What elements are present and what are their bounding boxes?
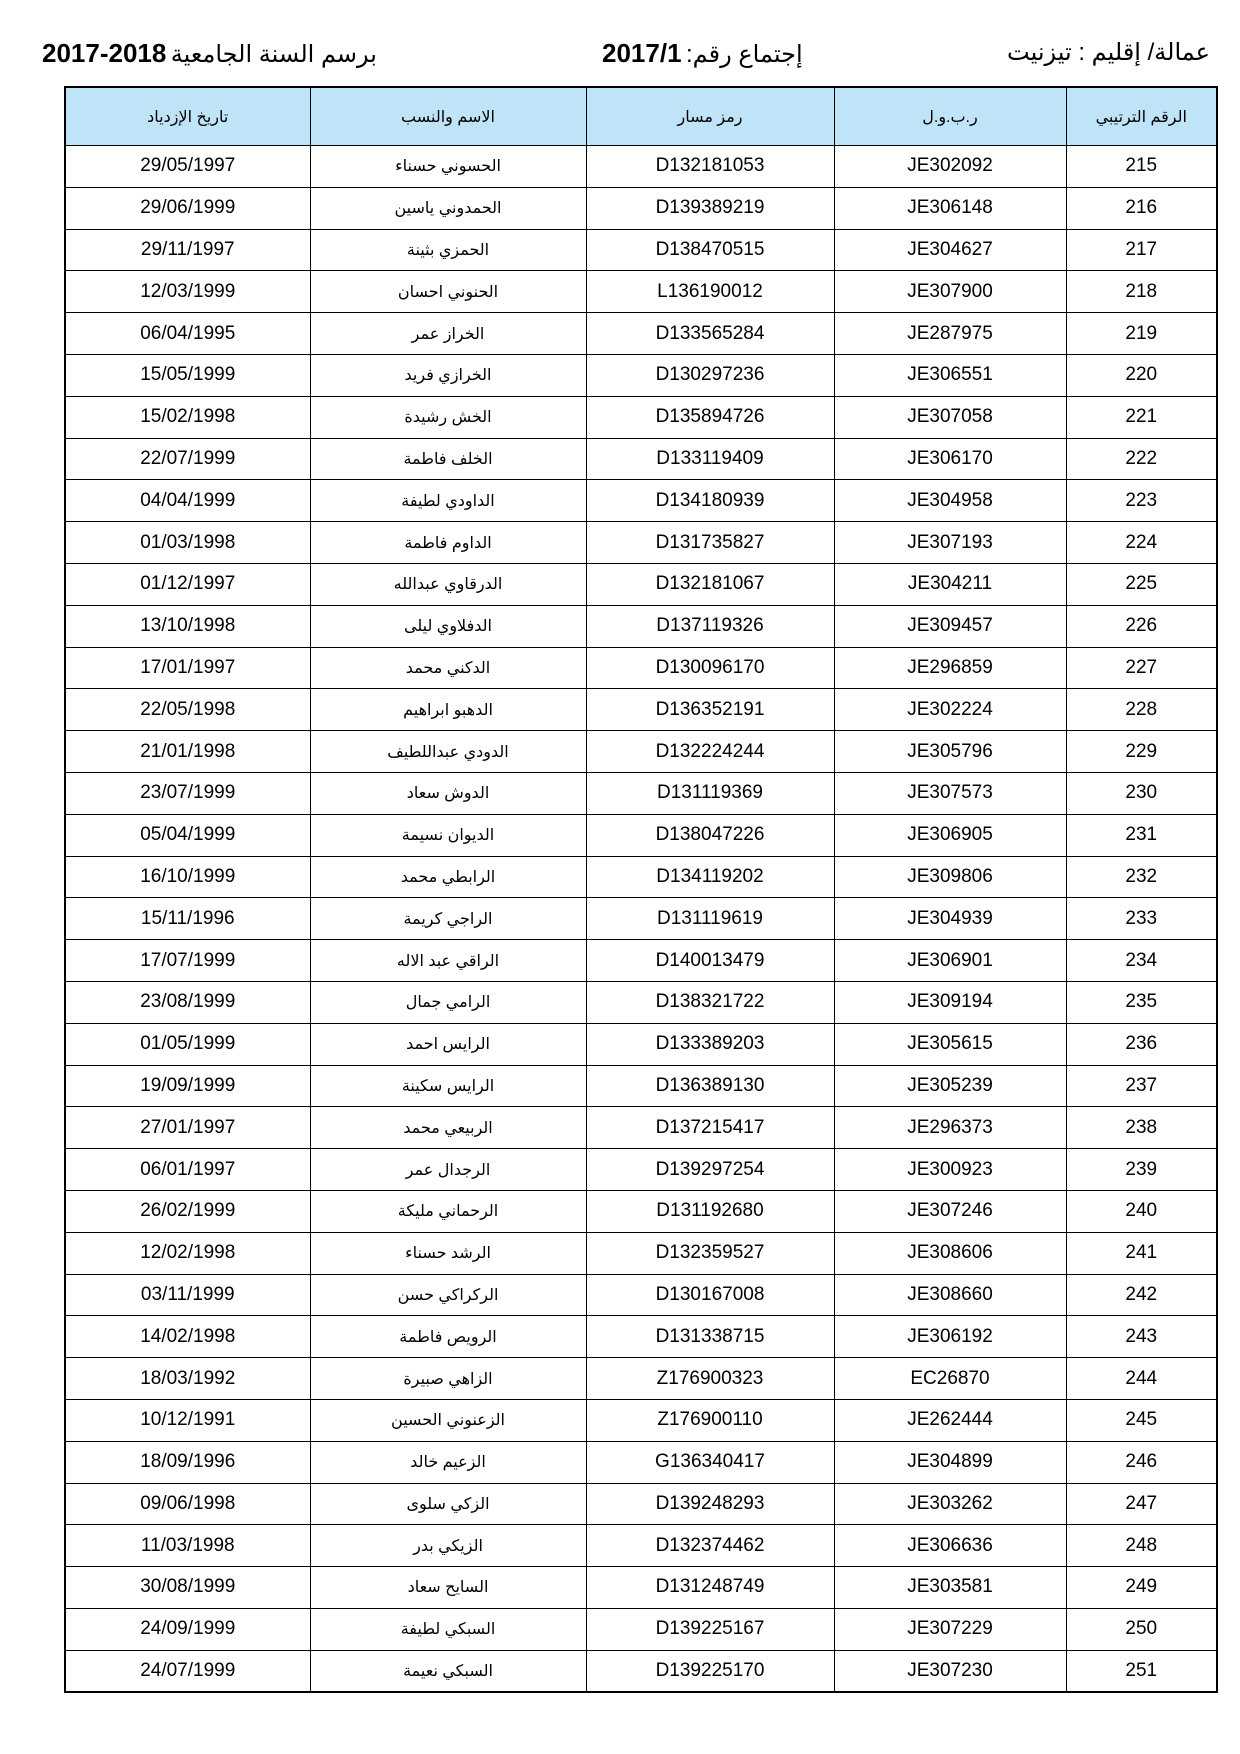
table-row	[65, 689, 1217, 731]
rank-cell: 237	[1066, 1065, 1217, 1107]
column-header-birth-date: تاريخ الإزدياد	[65, 87, 310, 146]
rank-cell: 251	[1066, 1650, 1217, 1692]
table-row	[65, 313, 1217, 355]
table-header-row	[65, 87, 1217, 146]
birth-date-cell: 05/04/1999	[65, 814, 310, 856]
name-cell: الركراكي حسن	[310, 1274, 586, 1316]
massar-code-cell: D133389203	[586, 1023, 834, 1065]
massar-code-cell: D139297254	[586, 1149, 834, 1191]
rank-cell: 247	[1066, 1483, 1217, 1525]
rank-cell: 246	[1066, 1441, 1217, 1483]
birth-date-cell: 12/03/1999	[65, 271, 310, 313]
birth-date-cell: 13/10/1998	[65, 605, 310, 647]
massar-code-cell: D131192680	[586, 1190, 834, 1232]
name-cell: الزاهي صبيرة	[310, 1358, 586, 1400]
massar-code-cell: D137119326	[586, 605, 834, 647]
table-row	[65, 898, 1217, 940]
rank-cell: 249	[1066, 1567, 1217, 1609]
name-cell: الزيكي بدر	[310, 1525, 586, 1567]
name-cell: الديوان نسيمة	[310, 814, 586, 856]
rank-cell: 231	[1066, 814, 1217, 856]
name-cell: الحنوني احسان	[310, 271, 586, 313]
birth-date-cell: 29/06/1999	[65, 187, 310, 229]
rank-cell: 234	[1066, 940, 1217, 982]
birth-date-cell: 23/08/1999	[65, 981, 310, 1023]
rank-cell: 245	[1066, 1399, 1217, 1441]
table-header	[65, 87, 1217, 146]
rank-cell: 219	[1066, 313, 1217, 355]
name-cell: الحسوني حسناء	[310, 146, 586, 188]
rank-cell: 250	[1066, 1608, 1217, 1650]
cne-cell: EC26870	[834, 1358, 1066, 1400]
table-row	[65, 563, 1217, 605]
name-cell: الراقي عبد الاله	[310, 940, 586, 982]
birth-date-cell: 17/01/1997	[65, 647, 310, 689]
name-cell: الخرازي فريد	[310, 354, 586, 396]
name-cell: الزعيم خالد	[310, 1441, 586, 1483]
rank-cell: 243	[1066, 1316, 1217, 1358]
rank-cell: 224	[1066, 522, 1217, 564]
cne-cell: JE308660	[834, 1274, 1066, 1316]
name-cell: الدودي عبداللطيف	[310, 731, 586, 773]
table-row	[65, 772, 1217, 814]
table-row	[65, 1316, 1217, 1358]
birth-date-cell: 30/08/1999	[65, 1567, 310, 1609]
table-row	[65, 731, 1217, 773]
cne-cell: JE306148	[834, 187, 1066, 229]
birth-date-cell: 03/11/1999	[65, 1274, 310, 1316]
massar-code-cell: D134180939	[586, 480, 834, 522]
massar-code-cell: D130297236	[586, 354, 834, 396]
massar-code-cell: D137215417	[586, 1107, 834, 1149]
table-row	[65, 1567, 1217, 1609]
column-header-cne: ر.ب.و.ل	[834, 87, 1066, 146]
cne-cell: JE307193	[834, 522, 1066, 564]
table-row	[65, 856, 1217, 898]
massar-code-cell: D132224244	[586, 731, 834, 773]
cne-cell: JE307229	[834, 1608, 1066, 1650]
massar-code-cell: D133119409	[586, 438, 834, 480]
massar-code-cell: D131119369	[586, 772, 834, 814]
rank-cell: 220	[1066, 354, 1217, 396]
cne-cell: JE306170	[834, 438, 1066, 480]
birth-date-cell: 15/11/1996	[65, 898, 310, 940]
name-cell: الدهبو ابراهيم	[310, 689, 586, 731]
massar-code-cell: D138047226	[586, 814, 834, 856]
rank-cell: 226	[1066, 605, 1217, 647]
cne-cell: JE305239	[834, 1065, 1066, 1107]
province-heading	[1007, 38, 1210, 67]
table-row	[65, 396, 1217, 438]
name-cell: الرايس احمد	[310, 1023, 586, 1065]
birth-date-cell: 15/05/1999	[65, 354, 310, 396]
cne-cell: JE306636	[834, 1525, 1066, 1567]
name-cell: الرويص فاطمة	[310, 1316, 586, 1358]
table-row	[65, 1232, 1217, 1274]
birth-date-cell: 29/05/1997	[65, 146, 310, 188]
table-row	[65, 1358, 1217, 1400]
cne-cell: JE306901	[834, 940, 1066, 982]
rank-cell: 236	[1066, 1023, 1217, 1065]
name-cell: السبكي نعيمة	[310, 1650, 586, 1692]
name-cell: الربيعي محمد	[310, 1107, 586, 1149]
document-header	[42, 38, 1210, 78]
rank-cell: 222	[1066, 438, 1217, 480]
massar-code-cell: D131735827	[586, 522, 834, 564]
rank-cell: 218	[1066, 271, 1217, 313]
birth-date-cell: 27/01/1997	[65, 1107, 310, 1149]
cne-cell: JE305615	[834, 1023, 1066, 1065]
birth-date-cell: 18/03/1992	[65, 1358, 310, 1400]
cne-cell: JE309806	[834, 856, 1066, 898]
table-row	[65, 146, 1217, 188]
table-row	[65, 1149, 1217, 1191]
cne-cell: JE309194	[834, 981, 1066, 1023]
students-table	[64, 86, 1218, 1693]
massar-code-cell: Z176900110	[586, 1399, 834, 1441]
table-row	[65, 438, 1217, 480]
birth-date-cell: 21/01/1998	[65, 731, 310, 773]
birth-date-cell: 10/12/1991	[65, 1399, 310, 1441]
table-row	[65, 1608, 1217, 1650]
table-row	[65, 605, 1217, 647]
academic-year-label: برسم السنة الجامعية	[170, 41, 377, 68]
massar-code-cell: D139389219	[586, 187, 834, 229]
massar-code-cell: D136389130	[586, 1065, 834, 1107]
name-cell: الرامي جمال	[310, 981, 586, 1023]
massar-code-cell: D138470515	[586, 229, 834, 271]
massar-code-cell: D133565284	[586, 313, 834, 355]
birth-date-cell: 18/09/1996	[65, 1441, 310, 1483]
table-row	[65, 981, 1217, 1023]
rank-cell: 215	[1066, 146, 1217, 188]
rank-cell: 225	[1066, 563, 1217, 605]
name-cell: الدوش سعاد	[310, 772, 586, 814]
massar-code-cell: D131338715	[586, 1316, 834, 1358]
birth-date-cell: 14/02/1998	[65, 1316, 310, 1358]
academic-year-value: 2017-2018	[42, 38, 167, 68]
cne-cell: JE307246	[834, 1190, 1066, 1232]
birth-date-cell: 19/09/1999	[65, 1065, 310, 1107]
name-cell: الدرقاوي عبدالله	[310, 563, 586, 605]
cne-cell: JE262444	[834, 1399, 1066, 1441]
rank-cell: 238	[1066, 1107, 1217, 1149]
massar-code-cell: L136190012	[586, 271, 834, 313]
name-cell: الرجدال عمر	[310, 1149, 586, 1191]
birth-date-cell: 11/03/1998	[65, 1525, 310, 1567]
table-row	[65, 1190, 1217, 1232]
cne-cell: JE305796	[834, 731, 1066, 773]
table-row	[65, 187, 1217, 229]
rank-cell: 241	[1066, 1232, 1217, 1274]
name-cell: الراجي كريمة	[310, 898, 586, 940]
table-row	[65, 1065, 1217, 1107]
cne-cell: JE308606	[834, 1232, 1066, 1274]
birth-date-cell: 16/10/1999	[65, 856, 310, 898]
massar-code-cell: D135894726	[586, 396, 834, 438]
name-cell: الرابطي محمد	[310, 856, 586, 898]
name-cell: الخش رشيدة	[310, 396, 586, 438]
massar-code-cell: D131248749	[586, 1567, 834, 1609]
rank-cell: 216	[1066, 187, 1217, 229]
cne-cell: JE304211	[834, 563, 1066, 605]
massar-code-cell: D139225170	[586, 1650, 834, 1692]
table-row	[65, 1650, 1217, 1692]
birth-date-cell: 01/05/1999	[65, 1023, 310, 1065]
rank-cell: 242	[1066, 1274, 1217, 1316]
birth-date-cell: 06/01/1997	[65, 1149, 310, 1191]
cne-cell: JE302224	[834, 689, 1066, 731]
name-cell: الزكي سلوى	[310, 1483, 586, 1525]
rank-cell: 248	[1066, 1525, 1217, 1567]
province-label: عمالة/ إقليم : تيزنيت	[1007, 39, 1210, 66]
cne-cell: JE302092	[834, 146, 1066, 188]
table-row	[65, 1441, 1217, 1483]
rank-cell: 217	[1066, 229, 1217, 271]
table-row	[65, 1399, 1217, 1441]
cne-cell: JE306192	[834, 1316, 1066, 1358]
name-cell: السبكي لطيفة	[310, 1608, 586, 1650]
massar-code-cell: D132181067	[586, 563, 834, 605]
massar-code-cell: D136352191	[586, 689, 834, 731]
column-header-full-name: الاسم والنسب	[310, 87, 586, 146]
massar-code-cell: D132374462	[586, 1525, 834, 1567]
birth-date-cell: 01/12/1997	[65, 563, 310, 605]
rank-cell: 221	[1066, 396, 1217, 438]
cne-cell: JE296373	[834, 1107, 1066, 1149]
column-header-massar-code: رمز مسار	[586, 87, 834, 146]
name-cell: الداودي لطيفة	[310, 480, 586, 522]
table-body	[65, 146, 1217, 1693]
name-cell: الدفلاوي ليلى	[310, 605, 586, 647]
cne-cell: JE304958	[834, 480, 1066, 522]
cne-cell: JE303262	[834, 1483, 1066, 1525]
table-row	[65, 1274, 1217, 1316]
rank-cell: 240	[1066, 1190, 1217, 1232]
cne-cell: JE304627	[834, 229, 1066, 271]
birth-date-cell: 22/05/1998	[65, 689, 310, 731]
name-cell: الرشد حسناء	[310, 1232, 586, 1274]
cne-cell: JE307058	[834, 396, 1066, 438]
birth-date-cell: 24/09/1999	[65, 1608, 310, 1650]
massar-code-cell: D140013479	[586, 940, 834, 982]
cne-cell: JE309457	[834, 605, 1066, 647]
cne-cell: JE303581	[834, 1567, 1066, 1609]
meeting-heading	[602, 38, 803, 69]
massar-code-cell: Z176900323	[586, 1358, 834, 1400]
massar-code-cell: D130096170	[586, 647, 834, 689]
name-cell: الرحماني مليكة	[310, 1190, 586, 1232]
massar-code-cell: D132181053	[586, 146, 834, 188]
column-header-rank: الرقم الترتيبي	[1066, 87, 1217, 146]
rank-cell: 227	[1066, 647, 1217, 689]
birth-date-cell: 06/04/1995	[65, 313, 310, 355]
name-cell: الداوم فاطمة	[310, 522, 586, 564]
cne-cell: JE300923	[834, 1149, 1066, 1191]
name-cell: الزعنوني الحسين	[310, 1399, 586, 1441]
massar-code-cell: D132359527	[586, 1232, 834, 1274]
table-row	[65, 271, 1217, 313]
cne-cell: JE287975	[834, 313, 1066, 355]
table-row	[65, 1483, 1217, 1525]
birth-date-cell: 15/02/1998	[65, 396, 310, 438]
birth-date-cell: 26/02/1999	[65, 1190, 310, 1232]
rank-cell: 244	[1066, 1358, 1217, 1400]
birth-date-cell: 09/06/1998	[65, 1483, 310, 1525]
rank-cell: 233	[1066, 898, 1217, 940]
name-cell: الحمزي بثينة	[310, 229, 586, 271]
rank-cell: 229	[1066, 731, 1217, 773]
cne-cell: JE304939	[834, 898, 1066, 940]
table-row	[65, 480, 1217, 522]
massar-code-cell: D134119202	[586, 856, 834, 898]
name-cell: السايح سعاد	[310, 1567, 586, 1609]
meeting-label: إجتماع رقم:	[685, 41, 803, 68]
meeting-number: 2017/1	[602, 38, 682, 68]
name-cell: الرايس سكينة	[310, 1065, 586, 1107]
cne-cell: JE306551	[834, 354, 1066, 396]
table-row	[65, 354, 1217, 396]
massar-code-cell: D130167008	[586, 1274, 834, 1316]
table-row	[65, 229, 1217, 271]
cne-cell: JE307230	[834, 1650, 1066, 1692]
rank-cell: 223	[1066, 480, 1217, 522]
cne-cell: JE306905	[834, 814, 1066, 856]
birth-date-cell: 17/07/1999	[65, 940, 310, 982]
massar-code-cell: D139248293	[586, 1483, 834, 1525]
table-row	[65, 522, 1217, 564]
name-cell: الخلف فاطمة	[310, 438, 586, 480]
birth-date-cell: 24/07/1999	[65, 1650, 310, 1692]
birth-date-cell: 29/11/1997	[65, 229, 310, 271]
name-cell: الحمدوني ياسين	[310, 187, 586, 229]
massar-code-cell: G136340417	[586, 1441, 834, 1483]
cne-cell: JE307900	[834, 271, 1066, 313]
rank-cell: 230	[1066, 772, 1217, 814]
birth-date-cell: 01/03/1998	[65, 522, 310, 564]
birth-date-cell: 04/04/1999	[65, 480, 310, 522]
massar-code-cell: D131119619	[586, 898, 834, 940]
cne-cell: JE296859	[834, 647, 1066, 689]
name-cell: الدكني محمد	[310, 647, 586, 689]
birth-date-cell: 12/02/1998	[65, 1232, 310, 1274]
table-row	[65, 814, 1217, 856]
table-row	[65, 1023, 1217, 1065]
cne-cell: JE307573	[834, 772, 1066, 814]
rank-cell: 239	[1066, 1149, 1217, 1191]
rank-cell: 228	[1066, 689, 1217, 731]
rank-cell: 235	[1066, 981, 1217, 1023]
cne-cell: JE304899	[834, 1441, 1066, 1483]
massar-code-cell: D138321722	[586, 981, 834, 1023]
rank-cell: 232	[1066, 856, 1217, 898]
massar-code-cell: D139225167	[586, 1608, 834, 1650]
table-row	[65, 1525, 1217, 1567]
birth-date-cell: 22/07/1999	[65, 438, 310, 480]
academic-year-heading	[42, 38, 377, 69]
table-row	[65, 647, 1217, 689]
name-cell: الخراز عمر	[310, 313, 586, 355]
birth-date-cell: 23/07/1999	[65, 772, 310, 814]
table-row	[65, 940, 1217, 982]
table-row	[65, 1107, 1217, 1149]
